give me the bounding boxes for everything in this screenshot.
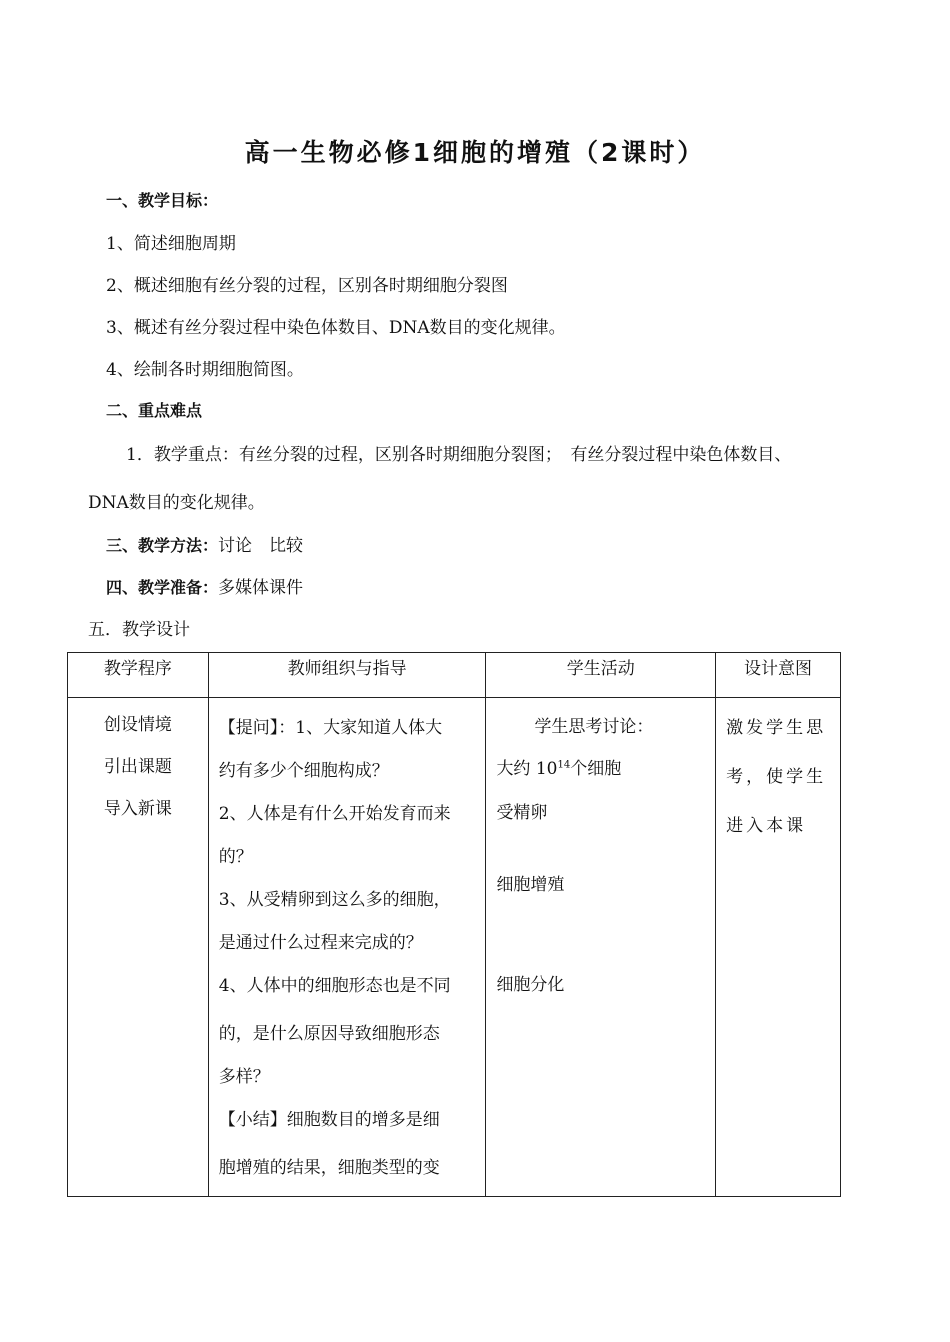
prep-label: 四、教学准备： bbox=[106, 578, 219, 597]
procedure-line: 引出课题 bbox=[103, 757, 172, 777]
guidance-line: 2、人体是有什么开始发育而来 bbox=[218, 804, 451, 824]
intent-line: 进入本课 bbox=[726, 816, 807, 836]
goal-item: 2、概述细胞有丝分裂的过程，区别各时期细胞分裂图 bbox=[106, 276, 508, 296]
student-activity-cell bbox=[486, 698, 716, 1197]
method-label: 三、教学方法： bbox=[106, 536, 219, 555]
activity-text: 大约 10 bbox=[496, 759, 558, 779]
exponent: 14 bbox=[557, 759, 571, 771]
procedure-line: 创设情境 bbox=[103, 715, 172, 735]
guidance-line: 的？ bbox=[218, 847, 253, 867]
key-points-line: DNA数目的变化规律。 bbox=[88, 493, 265, 513]
table-header-cell: 教学程序 bbox=[68, 653, 209, 698]
design-heading: 五．教学设计 bbox=[88, 620, 190, 640]
intent-line: 考，使学生 bbox=[726, 767, 827, 787]
procedure-line: 导入新课 bbox=[103, 799, 172, 819]
guidance-line: 多样？ bbox=[218, 1067, 270, 1087]
method-line bbox=[106, 531, 303, 556]
guidance-line: 约有多少个细胞构成？ bbox=[218, 761, 389, 781]
guidance-line: 胞增殖的结果，细胞类型的变 bbox=[218, 1158, 440, 1178]
goals-heading: 一、教学目标： bbox=[106, 191, 219, 210]
procedure-cell bbox=[68, 698, 209, 1197]
page-title: 高一生物必修1细胞的增殖（2课时） bbox=[244, 138, 706, 167]
table-header-row bbox=[68, 653, 841, 698]
guidance-line: 是通过什么过程来完成的？ bbox=[218, 933, 423, 953]
guidance-line: 【提问】：1、大家知道人体大 bbox=[218, 718, 443, 738]
guidance-line: 3、从受精卵到这么多的细胞， bbox=[218, 890, 451, 910]
guidance-line: 的，是什么原因导致细胞形态 bbox=[218, 1024, 440, 1044]
activity-line bbox=[496, 754, 621, 779]
prep-value: 多媒体课件 bbox=[218, 578, 304, 598]
teaching-design-table bbox=[67, 652, 841, 1197]
key-points-line: 1．教学重点：有丝分裂的过程，区别各时期细胞分裂图； 有丝分裂过程中染色体数目、 bbox=[126, 445, 792, 465]
activity-text: 个细胞 bbox=[570, 759, 622, 779]
guidance-line: 【小结】细胞数目的增多是细 bbox=[218, 1110, 440, 1130]
goal-item: 4、绘制各时期细胞简图。 bbox=[106, 360, 304, 380]
design-intent-cell bbox=[716, 698, 841, 1197]
activity-line: 学生思考讨论： bbox=[534, 717, 654, 737]
table-header-cell: 设计意图 bbox=[716, 653, 841, 698]
guidance-line: 4、人体中的细胞形态也是不同 bbox=[218, 976, 451, 996]
activity-line: 受精卵 bbox=[496, 803, 548, 823]
prep-line bbox=[106, 573, 303, 598]
table-header-cell: 学生活动 bbox=[486, 653, 716, 698]
goal-item: 3、概述有丝分裂过程中染色体数目、DNA数目的变化规律。 bbox=[106, 318, 566, 338]
activity-line: 细胞增殖 bbox=[496, 875, 565, 895]
goal-item: 1、简述细胞周期 bbox=[106, 234, 236, 254]
teacher-guidance-cell bbox=[208, 698, 486, 1197]
key-heading: 二、重点难点 bbox=[106, 401, 203, 420]
activity-line: 细胞分化 bbox=[496, 975, 565, 995]
intent-line: 激发学生思 bbox=[726, 718, 827, 738]
table-row bbox=[68, 698, 841, 1197]
table-header-cell: 教师组织与指导 bbox=[208, 653, 486, 698]
method-value: 讨论 比较 bbox=[218, 536, 304, 556]
